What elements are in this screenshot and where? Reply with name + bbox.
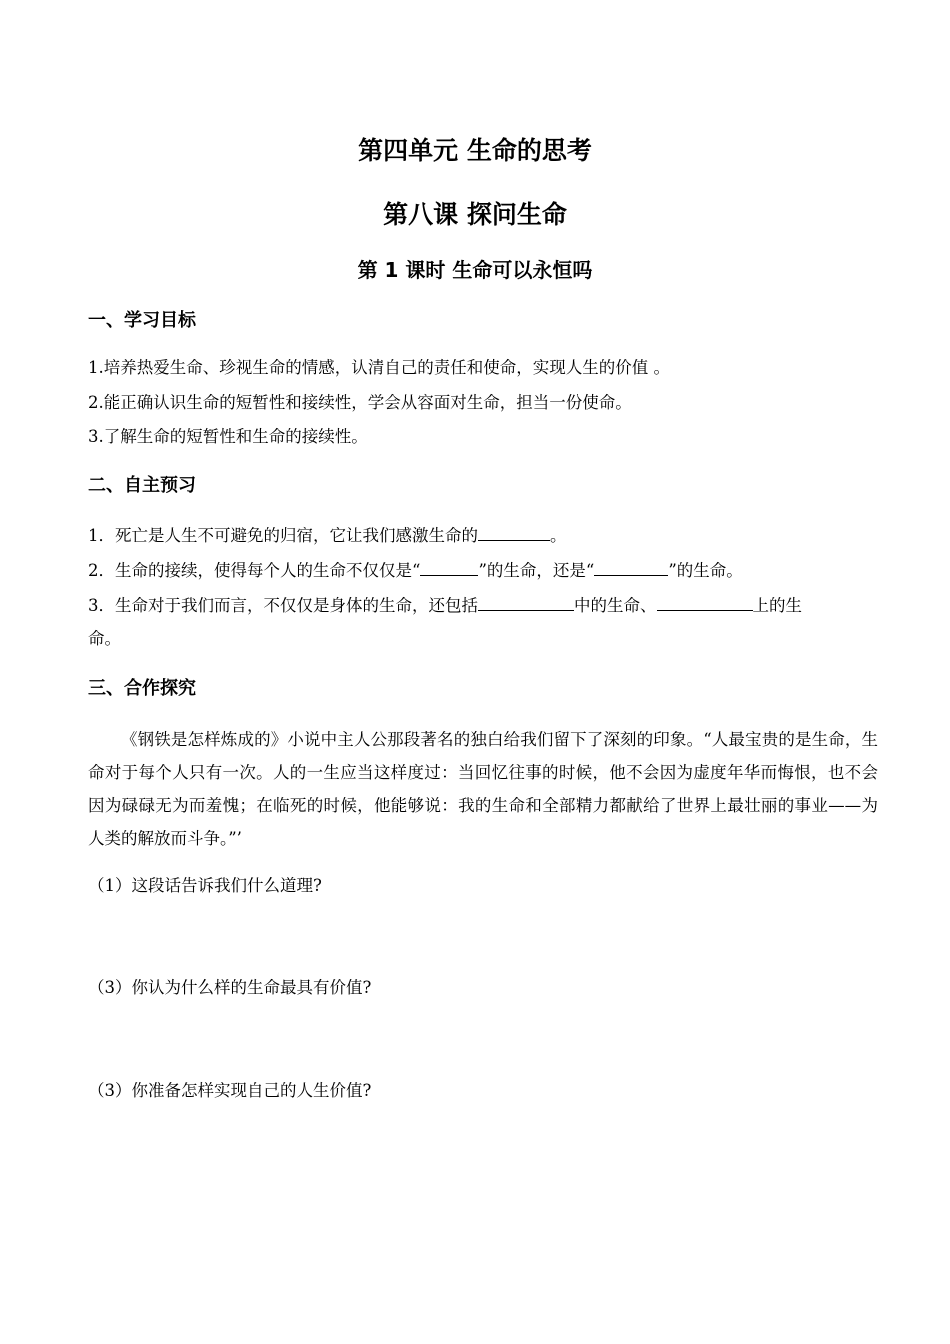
lesson-title: 第八课 探问生命 xyxy=(383,200,567,229)
passage: 《钢铁是怎样炼成的》小说中主人公那段著名的独白给我们留下了深刻的印象。“人最宝贵的是生命，生命对于每个人只有一次。人的一生应当这样度过：当回忆往事的时候，他不会因为虚度年华而悔恨，也不会因为碌碌无为而羞愧；在临死的时候，他能够说：我的生命和全部精力都献给了世界上最壮丽的事业——为人类的解放而斗争。”’ xyxy=(88,730,878,848)
unit-title: 第四单元 生命的思考 xyxy=(358,136,592,165)
preview-item-1 xyxy=(88,522,878,548)
question-3: （3）你准备怎样实现自己的人生价值? xyxy=(88,1081,372,1100)
preview-item-2-before: 2．生命的接续，使得每个人的生命不仅仅是“ xyxy=(88,561,421,580)
preview-item-2 xyxy=(88,557,878,583)
preview-item-3-wrap: 命。 xyxy=(88,629,121,648)
preview-item-3-after: 上的生 xyxy=(752,596,802,615)
fill-blank-1[interactable] xyxy=(478,522,550,541)
preview-item-2-after: ”的生命。 xyxy=(668,561,743,580)
preview-item-3 xyxy=(88,592,878,618)
preview-heading: 二、自主预习 xyxy=(88,475,196,496)
question-1: （1）这段话告诉我们什么道理? xyxy=(88,876,322,895)
goal-item-1: 1.培养热爱生命、珍视生命的情感，认清自己的责任和使命，实现人生的价值 。 xyxy=(88,358,670,377)
fill-blank-3[interactable] xyxy=(594,557,668,576)
goals-heading: 一、学习目标 xyxy=(88,310,196,331)
fill-blank-2[interactable] xyxy=(420,557,478,576)
question-2: （3）你认为什么样的生命最具有价值? xyxy=(88,978,372,997)
goal-item-3: 3.了解生命的短暂性和生命的接续性。 xyxy=(88,427,368,446)
goal-item-2: 2.能正确认识生命的短暂性和接续性，学会从容面对生命，担当一份使命。 xyxy=(88,393,632,412)
explore-heading: 三、合作探究 xyxy=(88,678,196,699)
preview-item-3-before: 3．生命对于我们而言，不仅仅是身体的生命，还包括 xyxy=(88,596,478,615)
preview-item-1-before: 1．死亡是人生不可避免的归宿，它让我们感激生命的 xyxy=(88,526,478,545)
fill-blank-4[interactable] xyxy=(478,592,574,611)
preview-item-1-after: 。 xyxy=(550,526,567,545)
period-title: 第 1 课时 生命可以永恒吗 xyxy=(357,258,593,282)
preview-item-2-middle: ”的生命，还是“ xyxy=(478,561,595,580)
fill-blank-5[interactable] xyxy=(657,592,753,611)
preview-item-3-middle: 中的生命、 xyxy=(574,596,657,615)
